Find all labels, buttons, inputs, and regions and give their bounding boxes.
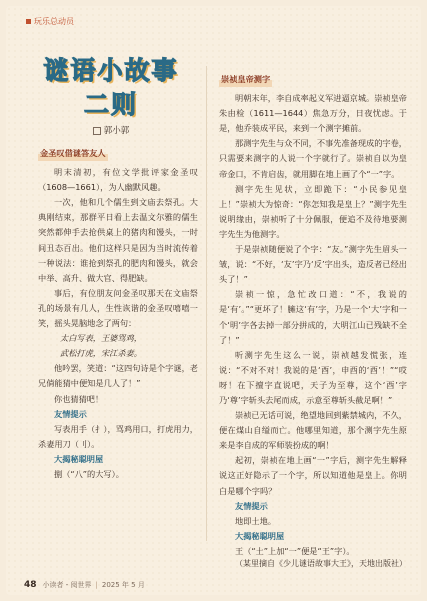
magazine-name: 小读者・阅世界 (42, 581, 92, 589)
source-citation: （某里摘自《少儿谜语故事大王》，天地出版社） (235, 559, 407, 568)
story-1-title: 金圣叹借谜答友人 (38, 146, 108, 161)
story-2-paragraph: 明朝末年，李自成率起义军进逼京城。崇祯皇帝朱由检（1611—1644）焦急万分，日夜忧虑。于是，他乔装成平民，来到一个测字摊前。 (219, 93, 407, 134)
story-1-poem-line: 武松打虎，宋江杀妻。 (60, 348, 142, 359)
story-1-paragraph: 他吟罢，笑道：“这四句诗是个字谜，老兄倘能猜中便知是几人了！” (38, 363, 198, 389)
story-2 (219, 72, 407, 559)
author-name: 郭小郭 (103, 126, 130, 136)
author-line (26, 124, 196, 136)
story-1-poem-line: 太白写表，王婆骂鸡， (60, 333, 142, 344)
column-divider (206, 66, 207, 541)
story-1-hint-label: 友情提示 (54, 408, 87, 419)
issue-date: 2025 年 5 月 (101, 581, 145, 589)
story-1-paragraph: 一次，他和几个儒生到文庙去祭孔。大典刚结束，那群平日看上去温文尔雅的儒生突然都伸手去抢供桌上的猪肉和馒头，一时间丑态百出。他们这样只是因为当时流传着一种说法：谁抢到祭孔的肥肉和馒头，就会中举、高升、做大官、得肥缺。 (38, 197, 198, 283)
story-2-paragraph: 崇祯一惊，急忙改口道：“不，我说的是‘有’。”“更坏了！臃这‘有’字，乃是一个‘大’字和一个‘明’字各去掉一部分拼成的，大明江山已残缺不全了！” (219, 289, 407, 345)
story-2-paragraph: 那测字先生与众不同，不事先准备现成的字卷，只需要来测字的人说一个字就行了。崇祯自以为皇帝金口，不肯启齿，就用脚在地上画了个“一”字。 (219, 138, 407, 179)
story-1-paragraph: 你也猜猜吧！ (54, 393, 104, 404)
story-2-answer-text: 王（“土”上加“一”便是“王”字）。 (235, 545, 355, 556)
story-2-hint-text: 地即土地。 (235, 515, 276, 526)
story-2-paragraph: 起初，崇祯在地上画“一”字后，测字先生解释说这正好隐示了一个字，所以知道他是皇上。你明白是哪个字吗？ (219, 455, 407, 496)
page-number: 48 (24, 580, 37, 590)
story-1-hint-text: 写表用手（扌），骂鸡用口，打虎用力，杀妻用刀（刂）。 (38, 423, 198, 449)
story-1-paragraph: 明末清初，有位文学批评家金圣叹（1608—1661），为人幽默风趣。 (38, 167, 198, 193)
page (6, 6, 421, 595)
story-2-paragraph: 于是崇祯随便说了个字：“友。”测字先生眉头一皱，说：“不好，‘友’字乃‘反’字出头，造反者已经出头了！” (219, 244, 407, 285)
page-footer (24, 580, 145, 590)
title-line-1: 谜语小故事 (43, 56, 179, 85)
story-2-answer-label: 大揭秘聪明屋 (235, 530, 285, 541)
story-2-hint-label: 友情提示 (235, 500, 268, 511)
author-box-icon (93, 127, 101, 135)
story-2-paragraph: 测字先生见状，立即跪下：“小民参见皇上！”崇祯大为惊奇：“你怎知我是皇上？”测字先生说明缘由，崇祯听了十分佩服，便追不及待地要测字先生为他测字。 (219, 183, 407, 239)
story-2-paragraph: 崇祯已无话可说，绝望地回到紫禁城内，不久，便在煤山自缢而亡。他哪里知道，那个测字先生原来是李自成的军师装扮成的啊！ (219, 410, 407, 451)
section-tab: 玩乐总动员 (26, 16, 74, 27)
footer-separator: | (95, 581, 98, 589)
story-1-answer-text: 捌（“八”的大写）。 (54, 468, 124, 479)
title-line-2: 二则 (83, 90, 138, 119)
main-title (26, 54, 196, 122)
story-1-paragraph: 事后，有位朋友问金圣叹那天在文庙祭孔的场景有几人，生性诙谐的金圣叹嘻嘻一笑，摇头晃脑地念了两句： (38, 287, 198, 329)
story-1 (38, 142, 198, 482)
story-2-paragraph: 听测字先生这么一说，崇祯越发慌张，连说：“不对不对！我说的是‘酉’，申酉的‘酉’！”“哎呀！在下擅字直说吧，天子为至尊，这个‘酉’字乃‘尊’字斩头去尾而成，示意至尊斩头截足啊！” (219, 349, 407, 405)
story-2-title: 崇祯皇帝测字 (219, 72, 272, 87)
story-1-answer-label: 大揭秘聪明屋 (54, 453, 104, 464)
